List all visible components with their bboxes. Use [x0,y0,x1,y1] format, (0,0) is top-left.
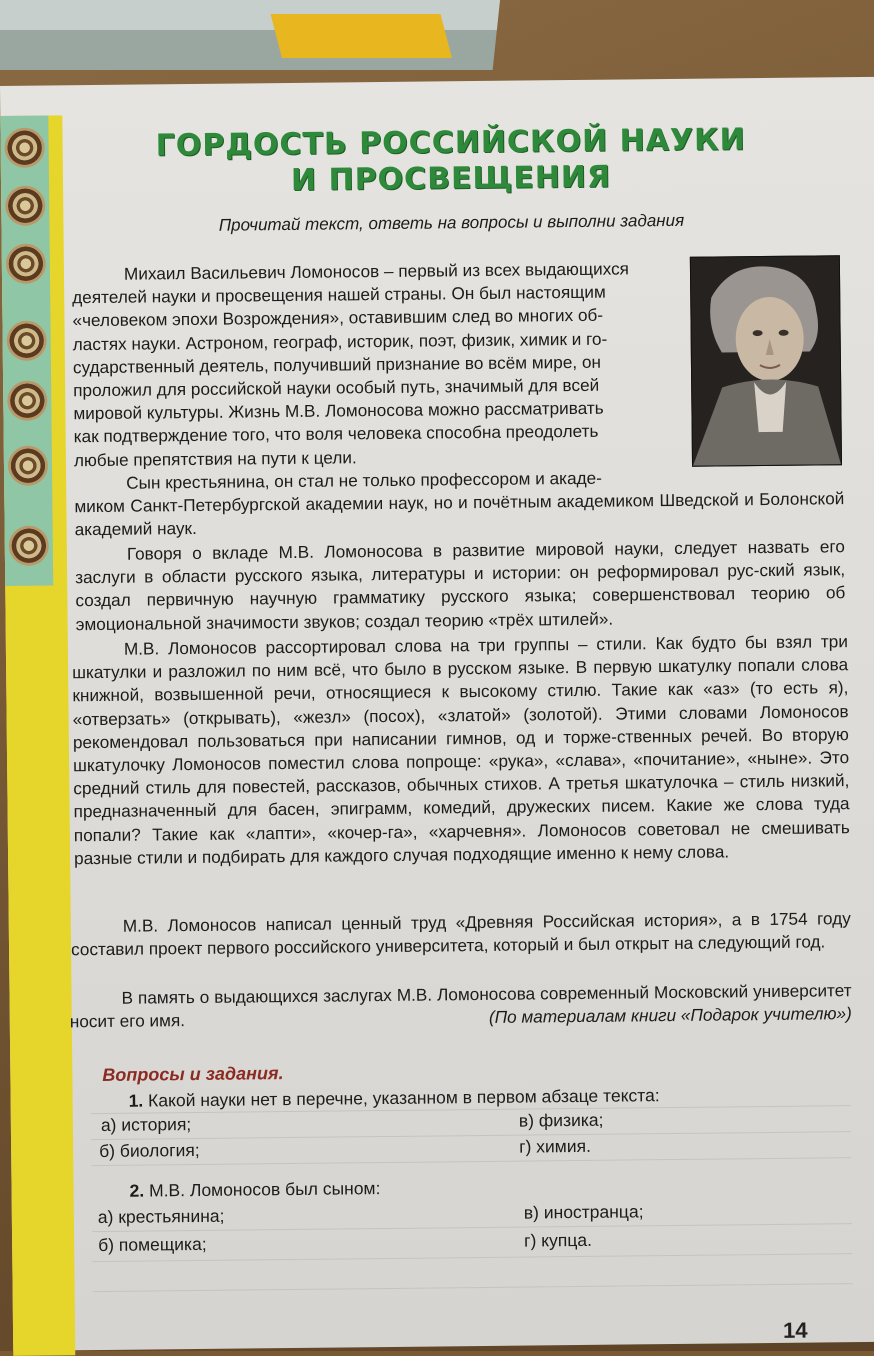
question-2-text: М.В. Ломоносов был сыном: [148,1178,381,1201]
text-line: «человеком эпохи Возрождения», оставившим след во многих об- [72,305,604,331]
paragraph-1 [72,257,680,495]
text-line: сударственный деятель, получивший признание во всём мире, он [72,351,602,378]
book-underneath [0,0,500,70]
title-line-1: ГОРДОСТЬ РОССИЙСКОЙ НАУКИ [155,122,746,164]
text-line: Михаил Васильевич Ломоносов – первый из всех выдающихся [123,258,630,284]
q2-answer-a: а) крестьянина; [97,1205,225,1228]
ruled-line [93,1283,853,1292]
source-citation: (По материалам книги «Подарок учителю») [488,1003,852,1028]
text-line: деятелей науки и просвещения нашей страны. Он был настоящим [72,281,606,308]
q1-answer-v: в) физика; [518,1109,604,1131]
page-content [0,77,874,1351]
text-line: проложил для российской науки особый путь, значимый для всей [73,374,600,401]
questions-heading: Вопросы и задания. [102,1063,284,1085]
paragraph-5: М.В. Ломоносов написал ценный труд «Древняя Российская история», а в 1754 году составил проект первого российского университета, который и был открыт на следующий год. [70,908,851,960]
ruled-line [91,1157,851,1166]
q2-answer-b: б) помещика; [98,1233,207,1256]
paragraph-3: Говоря о вкладе М.В. Ломоносова в развитие мировой науки, следует назвать его заслуги в области русского языка, литературы и истории: он реформировал рус-ский язык, создал первичную научную грамматику русского языка; совершенствовал теорию об эмоциональной значимости звуков; создал теорию «трёх штилей». [75,536,846,634]
q2-answer-v: в) иностранца; [523,1201,644,1223]
textbook-page [0,77,874,1351]
question-2-number: 2. [129,1180,145,1201]
text-line: ластях науки. Астроном, географ, историк, поэт, физик, химик и го- [72,328,608,354]
paragraph-2: миком Санкт-Петербургской академии наук, но и почётным академиком Шведской и Болонской академий наук. [74,488,845,540]
question-1-number: 1. [128,1090,144,1111]
title-line-2: И ПРОСВЕЩЕНИЯ [290,159,612,198]
page-number: 14 [782,1317,808,1343]
portrait-image-icon [691,256,841,466]
q2-answer-g: г) купца. [524,1229,593,1251]
paragraph-4: М.В. Ломоносов рассортировал слова на три группы – стили. Как будто бы взял три шкатулки и разложил по ним всё, что было в русском языке. В первую шкатулку попали слова книжной, возвышенной речи, относящиеся к высокому стилю. Такие как «аз» (то есть я), «отверзать» (открывать), «жезл» (посох), «златой» (золотой). Этими словами Ломоносов рекомендовал пользоваться при написании гимнов, од и торже-ственных речей. Во вторую шкатулочку Ломоносов поместил слова попроще: «рука», «слава», «почитание», «ныне». Это средний стиль для повестей, рассказов, обычных стихов. А третья шкатулочка – стиль низкий, предназначенный для басен, эпиграмм, комедий, дружеских писем. Какие же слова туда попали? Такие как «лапти», «кочер-га», «харчевня». Ломоносов советовал не смешивать разные стили и подбирать для каждого случая подходящие именно к нему слова. [72,631,850,869]
text-line: мировой культуры. Жизнь М.В. Ломоносова можно рассматривать [73,397,604,424]
text-line: как подтверждение того, что воля человека способна преодолеть [73,421,599,447]
book-yellow-edge [271,14,452,58]
paragraph-6-text: В память о выдающихся заслугах М.В. Ломоносова современный Московский университет носит его имя. [69,980,852,1032]
q1-answer-a: а) история; [100,1114,192,1135]
question-1-text: Какой науки нет в перечне, указанном в первом абзаце текста: [148,1085,660,1111]
page-subtitle: Прочитай текст, ответь на вопросы и выполни задания [218,210,685,235]
question-2 [129,1178,380,1202]
paragraph-6 [69,979,851,1034]
q1-answer-b: б) биология; [99,1139,200,1162]
text-line: любые препятствия на пути к цели. [73,446,357,470]
q1-answer-g: г) химия. [519,1135,591,1157]
ruled-line [91,1131,851,1140]
text-line: Сын крестьянина, он стал не только профессором и акаде- [126,467,602,493]
lomonosov-portrait [690,255,842,467]
page-title [100,122,801,201]
